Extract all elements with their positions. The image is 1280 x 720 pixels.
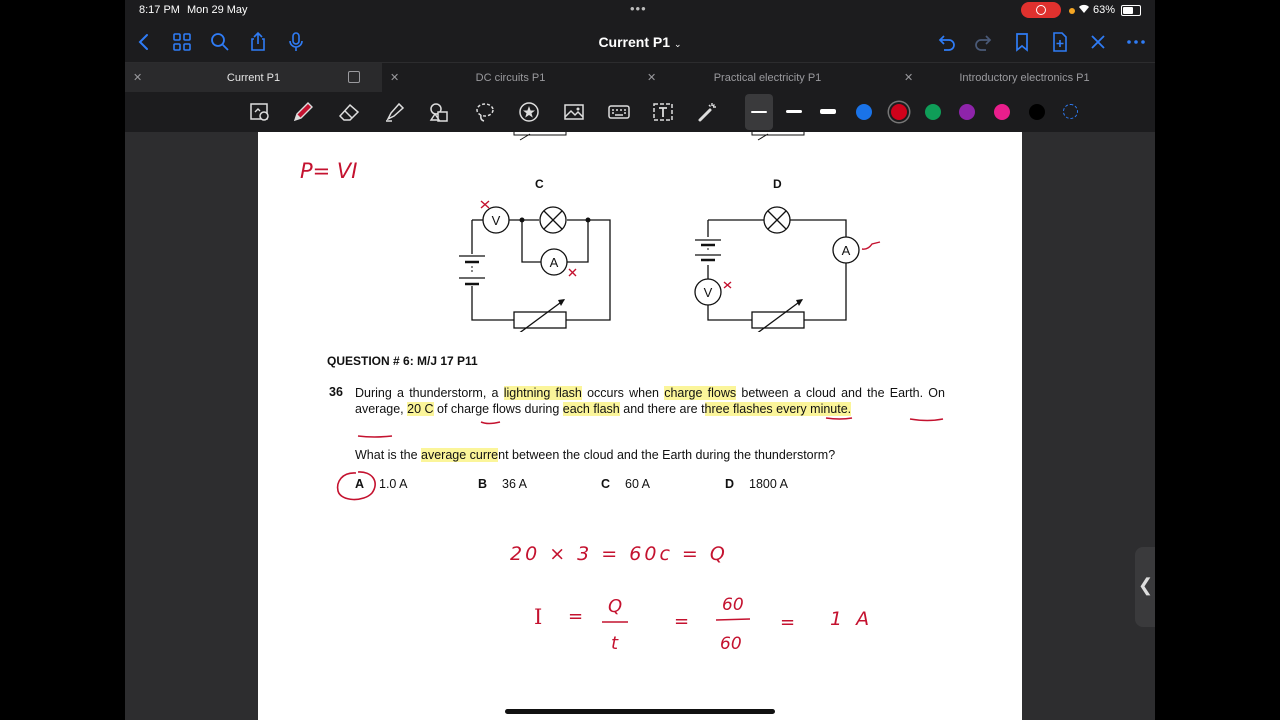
keyboard-icon[interactable]	[607, 100, 631, 124]
status-bar	[125, 0, 1155, 22]
calc-eq-text: =	[780, 612, 796, 633]
close-tab-icon[interactable]: ✕	[647, 72, 657, 84]
eraser-icon[interactable]	[337, 100, 361, 124]
handwritten-calculation	[498, 532, 898, 672]
meter-v-label: V	[703, 285, 713, 300]
screen-record-icon[interactable]	[1021, 2, 1061, 18]
color-swatch-blue[interactable]	[856, 104, 872, 120]
circuit-d-label: D	[773, 177, 782, 191]
add-page-icon[interactable]	[1049, 31, 1071, 53]
chevron-down-icon[interactable]: ⌄	[674, 39, 682, 49]
circuit-d-diagram	[688, 192, 888, 332]
highlighted-text: average curre	[421, 448, 499, 462]
meter-a-label: A	[549, 255, 559, 270]
question-text-segment: and there are t	[619, 402, 705, 416]
circuit-c-label: C	[535, 177, 544, 191]
sidebar-handle[interactable]	[1135, 547, 1155, 627]
calc-t-text: t	[611, 633, 619, 654]
option-a[interactable]: A 1.0 A	[355, 477, 408, 491]
thickness-thick-icon[interactable]	[820, 109, 836, 114]
laser-pointer-icon[interactable]	[696, 100, 720, 124]
thickness-thin-icon	[751, 111, 767, 113]
question-text-segment: between a cloud and the Earth. On average,	[355, 386, 945, 416]
document-tabs	[125, 62, 1155, 93]
battery-icon	[1121, 5, 1141, 16]
document-page[interactable]	[258, 132, 1022, 720]
wifi-icon	[1078, 3, 1090, 17]
document-title[interactable]: Current P1 ⌄	[598, 34, 682, 50]
calc-i-text: I	[534, 605, 543, 629]
question-text-segment: What is the	[355, 448, 421, 462]
chevron-left-icon: ❮	[1138, 575, 1154, 595]
question-number: 36	[329, 385, 343, 399]
close-tab-icon[interactable]: ✕	[904, 72, 914, 84]
add-color-icon[interactable]	[1063, 104, 1078, 119]
option-b[interactable]: B 36 A	[478, 477, 528, 491]
highlighter-icon[interactable]	[383, 100, 407, 124]
handwritten-formula	[298, 150, 418, 190]
ipad-screen	[125, 0, 1155, 720]
formula-p-text: P= VI	[300, 159, 358, 183]
question-text-segment: During a thunderstorm, a	[355, 386, 504, 400]
text-icon[interactable]	[651, 100, 675, 124]
annotation-toolbar	[125, 92, 1155, 132]
battery-percent: 63%	[1093, 4, 1116, 16]
meter-a-label: A	[841, 243, 851, 258]
color-swatch-red[interactable]	[891, 104, 907, 120]
shapes-icon[interactable]	[427, 100, 451, 124]
calc-60-bottom: 60	[720, 634, 742, 654]
lasso-select-icon[interactable]	[248, 100, 272, 124]
close-tools-icon[interactable]	[1087, 31, 1109, 53]
color-swatch-green[interactable]	[925, 104, 941, 120]
tab-current-p1[interactable]: ✕ Current P1	[125, 63, 382, 93]
meter-v-label: V	[491, 213, 501, 228]
close-tab-icon[interactable]: ✕	[390, 72, 400, 84]
option-d[interactable]: D 1800 A	[725, 477, 788, 491]
calc-charge-text: 20 × 3 = 60c = Q	[510, 543, 728, 565]
answer-circle-mark	[334, 468, 384, 508]
thickness-medium-icon[interactable]	[786, 110, 802, 113]
status-time: 8:17 PM	[139, 4, 180, 16]
tab-dc-circuits-p1[interactable]: ✕ DC circuits P1	[390, 72, 546, 84]
image-icon[interactable]	[562, 100, 586, 124]
undo-icon[interactable]	[935, 31, 957, 53]
highlighted-text: charge flows	[664, 386, 737, 400]
calc-eq-text: =	[674, 611, 690, 632]
mic-indicator-icon	[1069, 8, 1075, 14]
more-icon[interactable]	[1125, 31, 1147, 53]
highlighted-text: hree flashes every minute.	[704, 402, 852, 416]
color-swatch-purple[interactable]	[959, 104, 975, 120]
calc-result-text: 1 A	[830, 608, 874, 630]
bookmark-icon[interactable]	[1011, 31, 1033, 53]
highlighted-text: lightning flash	[503, 386, 582, 400]
handwritten-underlines	[348, 402, 968, 442]
calc-60-top: 60	[722, 595, 744, 615]
nav-bar	[125, 22, 1155, 62]
calc-eq-text: =	[568, 606, 584, 627]
question-heading: QUESTION # 6: M/J 17 P11	[327, 354, 478, 368]
option-c[interactable]: C 60 A	[601, 477, 651, 491]
circuit-c-diagram	[448, 192, 628, 332]
split-view-icon[interactable]	[348, 71, 360, 83]
multitask-dots-icon[interactable]: •••	[630, 1, 647, 16]
status-date: Mon 29 May	[187, 4, 248, 16]
elements-icon[interactable]	[517, 100, 541, 124]
lasso-icon[interactable]	[473, 100, 497, 124]
highlighted-text: 20 C	[407, 402, 434, 416]
question-text-segment: nt between the cloud and the Earth during the thunderstorm?	[498, 448, 836, 462]
home-indicator[interactable]	[505, 709, 775, 714]
tab-practical-electricity-p1[interactable]: ✕ Practical electricity P1	[647, 72, 822, 84]
calc-q-text: Q	[608, 596, 623, 617]
close-tab-icon[interactable]: ✕	[133, 72, 143, 84]
color-swatch-black[interactable]	[1029, 104, 1045, 120]
tab-introductory-electronics-p1[interactable]: ✕ Introductory electronics P1	[904, 72, 1090, 84]
pen-icon[interactable]	[291, 100, 315, 124]
highlighted-text: each flash	[562, 402, 620, 416]
question-text-segment: of charge flows during	[433, 402, 563, 416]
question-ask	[355, 448, 835, 462]
question-text-segment: occurs when	[581, 386, 665, 400]
redo-icon[interactable]	[973, 31, 995, 53]
color-swatch-pink[interactable]	[994, 104, 1010, 120]
